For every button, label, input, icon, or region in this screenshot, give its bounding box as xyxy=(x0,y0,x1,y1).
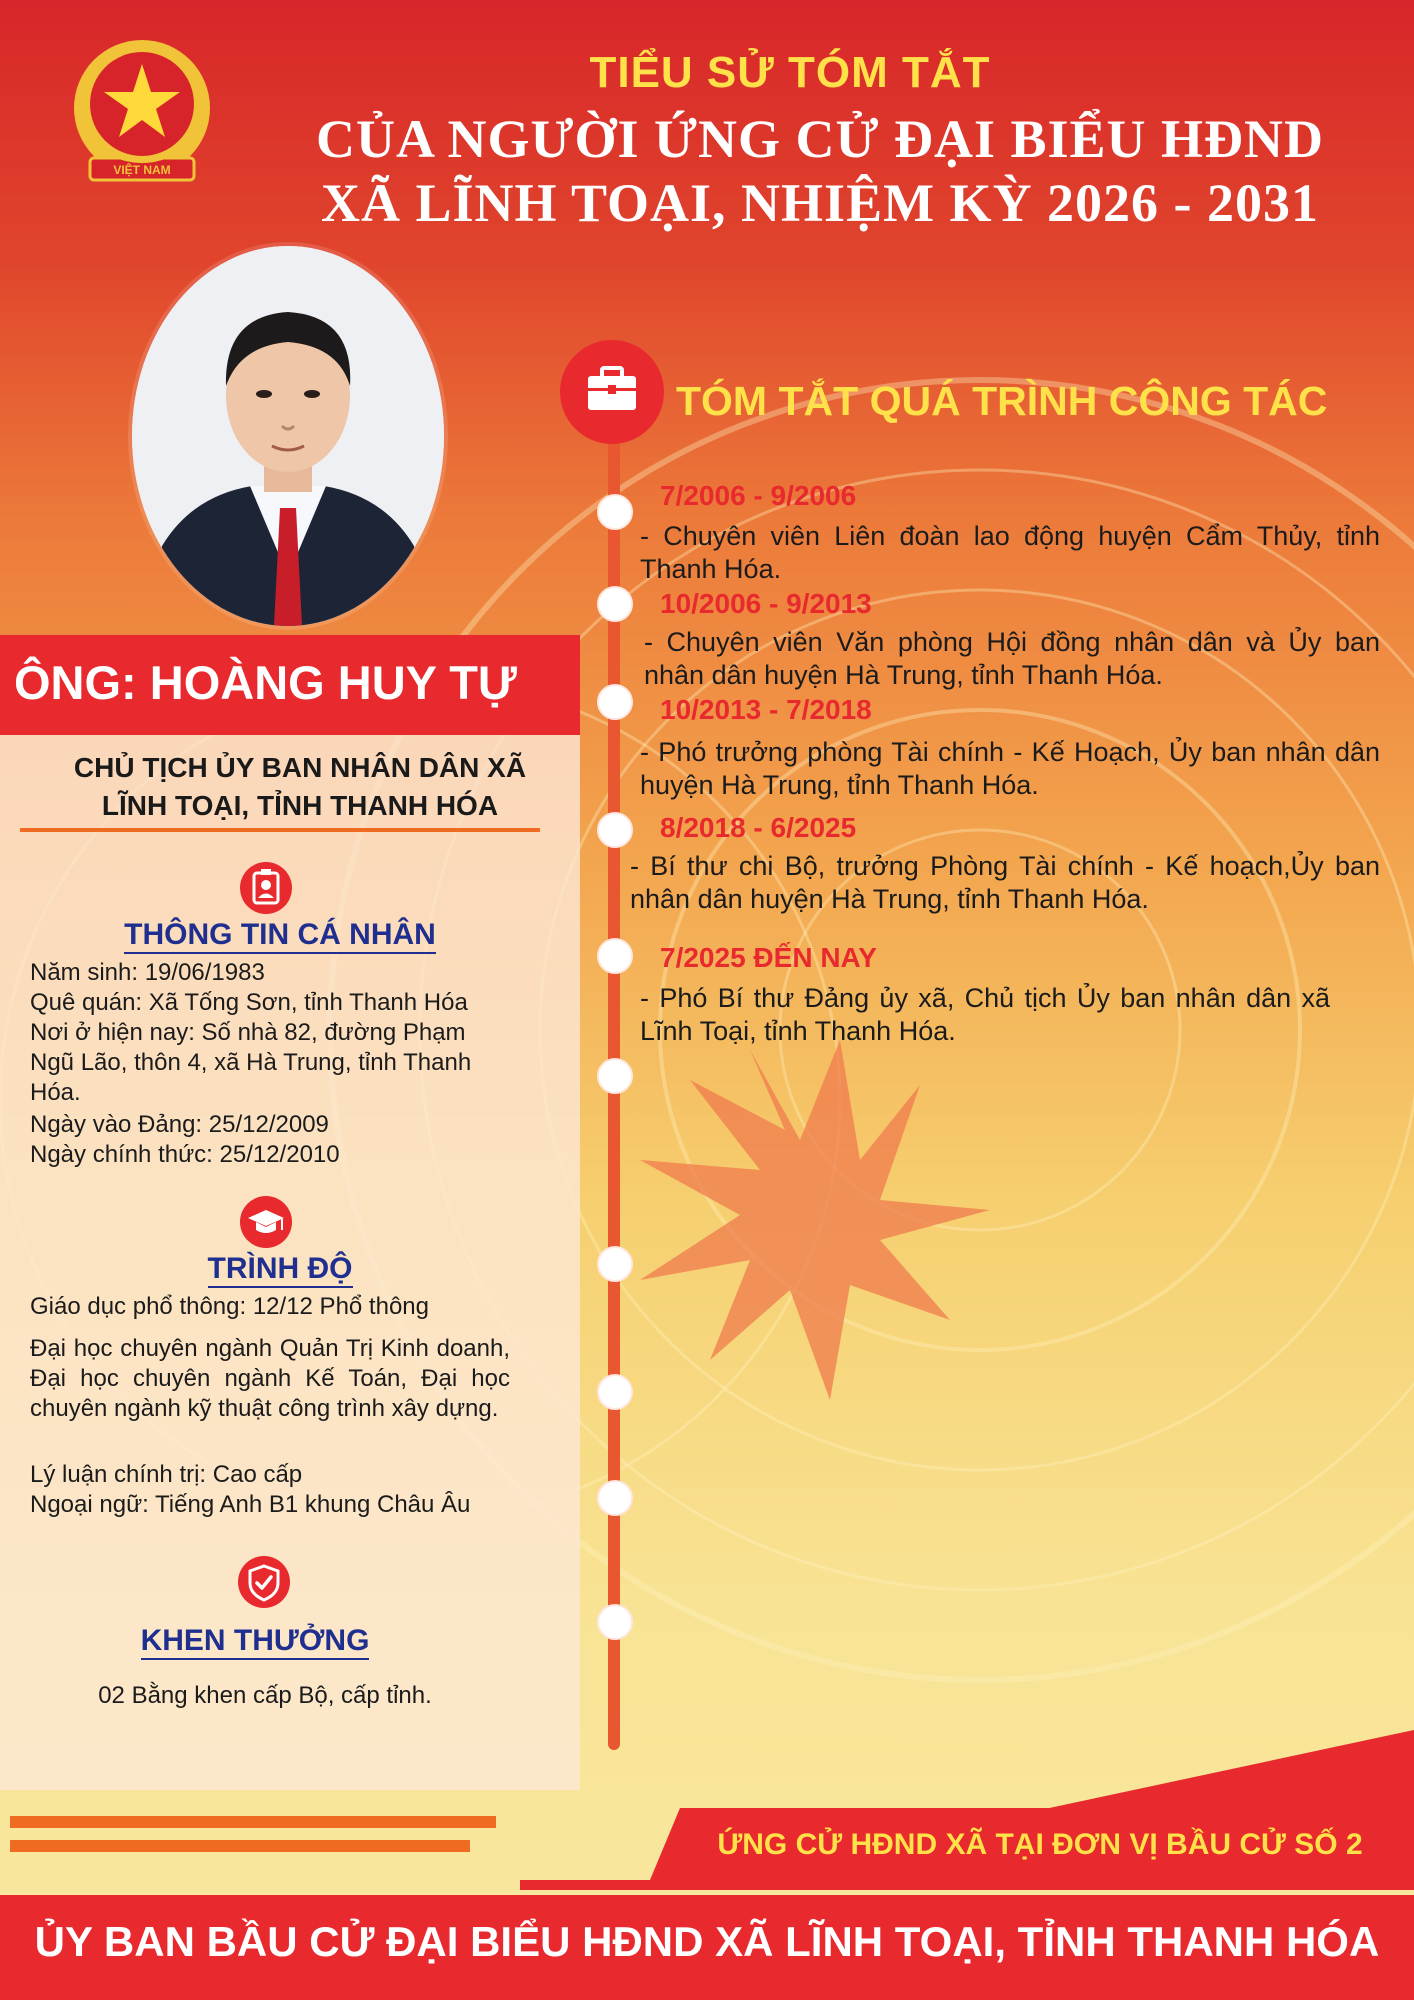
education-university: Đại học chuyên ngành Quản Trị Kinh doanh, Đại học chuyên ngành Kế Toán, Đại học chuyên ngành kỹ thuật công trình xây dựng. xyxy=(30,1335,510,1422)
timeline-dot xyxy=(597,938,633,974)
graduation-cap-icon xyxy=(240,1196,292,1248)
info-line: Năm sinh: 19/06/1983 xyxy=(30,959,265,986)
candidate-photo xyxy=(132,246,444,626)
timeline-dot xyxy=(597,1246,633,1282)
timeline-period: 7/2025 ĐẾN NAY xyxy=(660,942,877,973)
timeline-dot xyxy=(597,1604,633,1640)
education-title: TRÌNH ĐỘ xyxy=(0,1252,560,1286)
info-line: Hóa. xyxy=(30,1079,81,1106)
position-line1: CHỦ TỊCH ỦY BAN NHÂN DÂN XÃ xyxy=(73,752,527,783)
national-emblem-icon xyxy=(62,30,222,200)
footer-stripe xyxy=(10,1840,470,1852)
footer-ribbon-text: ỨNG CỬ HĐND XÃ TẠI ĐƠN VỊ BẦU CỬ SỐ 2 xyxy=(717,1828,1363,1861)
timeline-dot xyxy=(597,494,633,530)
timeline-period: 10/2006 - 9/2013 xyxy=(660,588,872,619)
awards-text: 02 Bằng khen cấp Bộ, cấp tỉnh. xyxy=(98,1682,432,1709)
timeline-dot xyxy=(597,1058,633,1094)
footer-stripe xyxy=(520,1880,1414,1890)
position-divider xyxy=(20,828,540,832)
timeline-title: TÓM TẮT QUÁ TRÌNH CÔNG TÁC xyxy=(676,378,1328,424)
svg-text:VIỆT NAM: VIỆT NAM xyxy=(113,163,171,177)
shield-check-icon xyxy=(238,1556,290,1608)
timeline-dot xyxy=(597,812,633,848)
education-political: Lý luận chính trị: Cao cấp xyxy=(30,1461,303,1488)
info-line: Ngày vào Đảng: 25/12/2009 xyxy=(30,1111,329,1138)
header-title: TIỂU SỬ TÓM TẮT xyxy=(589,48,991,97)
timeline-dot xyxy=(597,684,633,720)
timeline-dot xyxy=(597,1374,633,1410)
awards-title: KHEN THƯỞNG xyxy=(0,1624,510,1658)
education-general: Giáo dục phổ thông: 12/12 Phổ thông xyxy=(30,1293,429,1320)
timeline-description: - Chuyên viên Liên đoàn lao động huyện Cẩm Thủy, tỉnh Thanh Hóa. xyxy=(640,521,1380,584)
footer-stripe xyxy=(10,1816,496,1828)
header-subtitle-line1: CỦA NGƯỜI ỨNG CỬ ĐẠI BIỂU HĐND xyxy=(315,109,1324,169)
timeline-description: - Phó Bí thư Đảng ủy xã, Chủ tịch Ủy ban nhân dân xã Lĩnh Toại, tỉnh Thanh Hóa. xyxy=(640,983,1330,1046)
briefcase-icon xyxy=(560,340,664,444)
info-line: Nơi ở hiện nay: Số nhà 82, đường Phạm xyxy=(30,1019,466,1046)
info-line: Quê quán: Xã Tống Sơn, tỉnh Thanh Hóa xyxy=(30,989,468,1016)
position-line2: LĨNH TOẠI, TỈNH THANH HÓA xyxy=(101,790,499,821)
info-line: Ngày chính thức: 25/12/2010 xyxy=(30,1141,340,1168)
footer-bar-text: ỦY BAN BẦU CỬ ĐẠI BIỂU HĐND XÃ LĨNH TOẠI, TỈNH THANH HÓA xyxy=(34,1918,1380,1965)
timeline-dot xyxy=(597,586,633,622)
education-language: Ngoại ngữ: Tiếng Anh B1 khung Châu Âu xyxy=(30,1491,471,1518)
candidate-name: ÔNG: HOÀNG HUY TỰ xyxy=(14,656,517,709)
id-badge-icon xyxy=(240,862,292,914)
timeline-period: 8/2018 - 6/2025 xyxy=(660,812,857,843)
info-line: Ngũ Lão, thôn 4, xã Hà Trung, tỉnh Thanh xyxy=(30,1049,472,1076)
timeline-description: - Chuyên viên Văn phòng Hội đồng nhân dân và Ủy ban nhân dân huyện Hà Trung, tỉnh Thanh Hóa. xyxy=(644,627,1380,690)
timeline-dot xyxy=(597,1480,633,1516)
header-subtitle-line2: XÃ LĨNH TOẠI, NHIỆM KỲ 2026 - 2031 xyxy=(320,173,1320,233)
timeline-period: 10/2013 - 7/2018 xyxy=(660,694,872,725)
personal-info-title: THÔNG TIN CÁ NHÂN xyxy=(0,918,560,952)
timeline-description: - Phó trưởng phòng Tài chính - Kế Hoạch, Ủy ban nhân dân huyện Hà Trung, tỉnh Thanh Hóa. xyxy=(640,737,1380,800)
timeline-description: - Bí thư chi Bộ, trưởng Phòng Tài chính - Kế hoạch,Ủy ban nhân dân huyện Hà Trung, tỉnh Thanh Hóa. xyxy=(630,851,1380,914)
timeline-period: 7/2006 - 9/2006 xyxy=(660,480,857,511)
